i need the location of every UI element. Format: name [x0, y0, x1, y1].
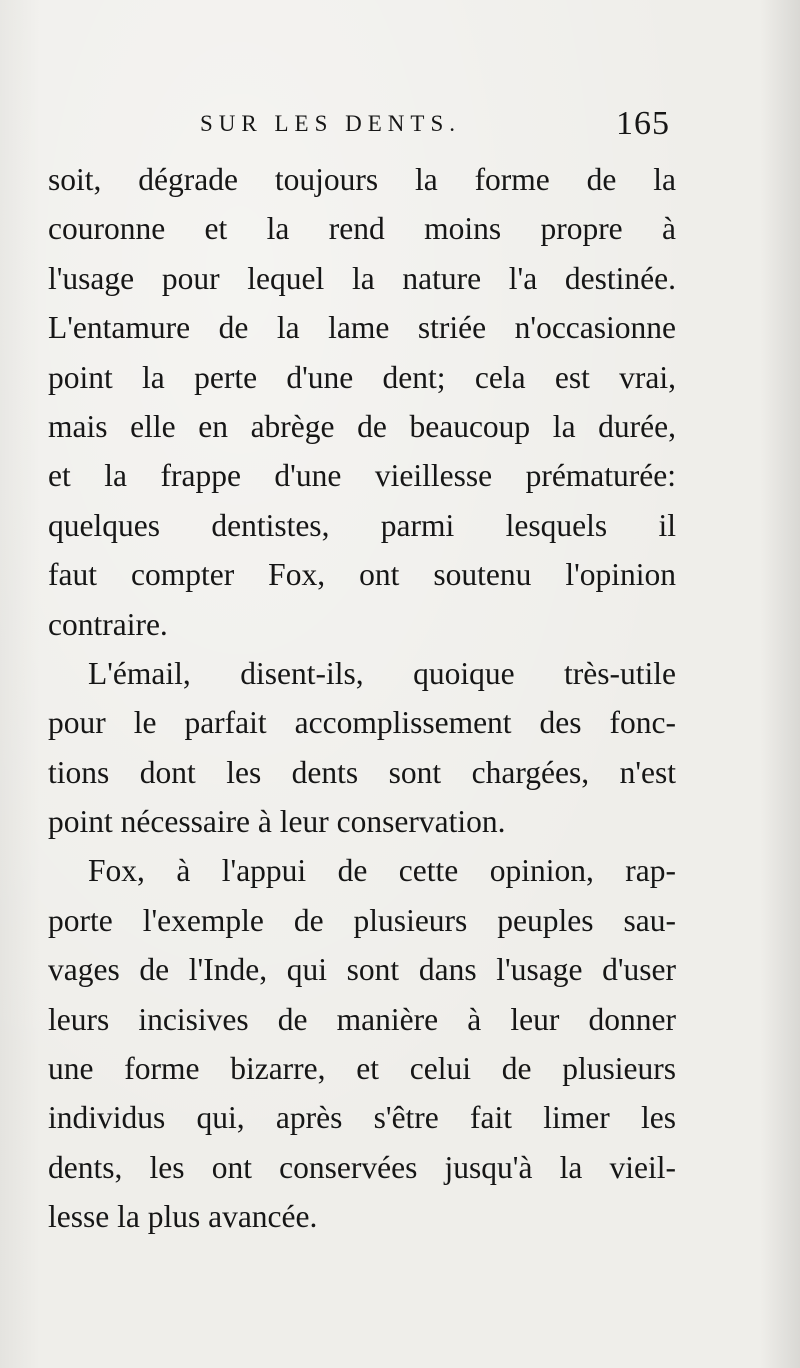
text-line: faut compter Fox, ont soutenu l'opinion: [48, 557, 676, 593]
text-line: leurs incisives de manière à leur donner: [48, 1001, 676, 1037]
text-line: point la perte d'une dent; cela est vrai,: [48, 359, 676, 395]
text-line: vages de l'Inde, qui sont dans l'usage d'user: [48, 952, 676, 988]
text-line: porte l'exemple de plusieurs peuples sau-: [48, 902, 676, 938]
text-line: point nécessaire à leur conservation.: [48, 804, 506, 840]
text-line: quelques dentistes, parmi lesquels il: [48, 507, 676, 543]
text-line: l'usage pour lequel la nature l'a destinée.: [48, 260, 676, 296]
text-line: tions dont les dents sont chargées, n'est: [48, 754, 676, 790]
text-line: mais elle en abrège de beaucoup la durée,: [48, 408, 676, 444]
running-title: SUR LES DENTS.: [200, 111, 461, 136]
page-header: [0, 104, 800, 144]
text-line: soit, dégrade toujours la forme de la: [48, 162, 676, 197]
paragraph-start-line: L'émail, disent-ils, quoique très-utile: [88, 655, 676, 691]
text-line: contraire.: [48, 606, 168, 642]
text-line: et la frappe d'une vieillesse prématurée:: [48, 458, 676, 494]
paragraph-start-line: Fox, à l'appui de cette opinion, rap-: [88, 853, 676, 889]
text-line: couronne et la rend moins propre à: [48, 211, 676, 247]
text-line: lesse la plus avancée.: [48, 1199, 318, 1235]
text-line: individus qui, après s'être fait limer les: [48, 1100, 676, 1136]
text-line: dents, les ont conservées jusqu'à la vieil-: [48, 1149, 676, 1185]
body-text: [48, 155, 676, 1242]
text-line: pour le parfait accomplissement des fonc-: [48, 705, 676, 741]
page-number: 165: [616, 105, 670, 142]
text-line: une forme bizarre, et celui de plusieurs: [48, 1051, 676, 1087]
text-line: L'entamure de la lame striée n'occasionne: [48, 310, 676, 346]
